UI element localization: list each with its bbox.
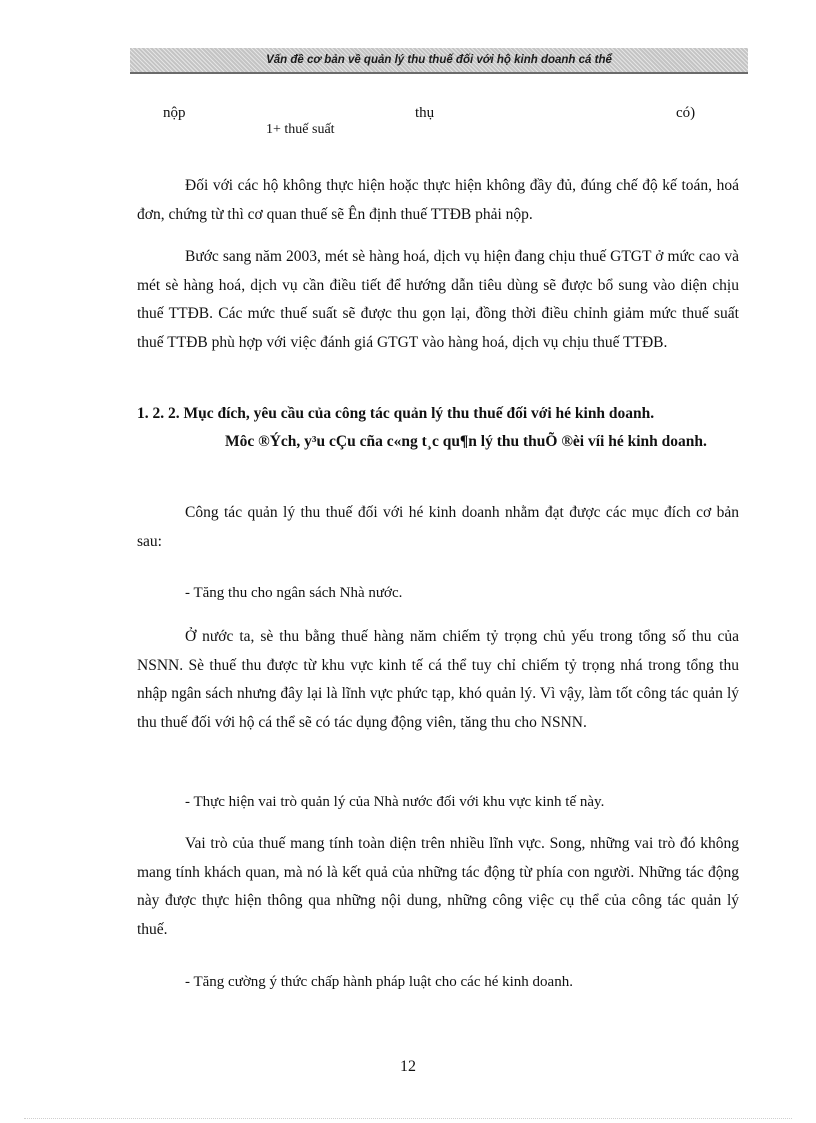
formula-fragment-middle: thụ xyxy=(415,105,435,121)
paragraph-objectives-intro: Công tác quản lý thu thuế đối với hé kinh doanh nhằm đạt được các mục đích cơ bản sau: xyxy=(137,504,739,550)
page-number: 12 xyxy=(400,1058,416,1075)
section-heading-duplicate: Môc ®Ých, y³u cÇu cña c«ng t¸c qu¶n lý thu thuÕ ®èi víi hé kinh doanh. xyxy=(225,433,707,450)
paragraph-revenue: Ở nước ta, sè thu bằng thuế hàng năm chiếm tỷ trọng chủ yếu trong tổng số thu của NSNN. Sè thuế thu được từ khu vực kinh tế cá thể tuy chỉ chiếm tỷ trọng nhá trong tổng thu nhập ngân sách nhưng đây lại là lĩnh vực phức tạp, khó quản lý. Vì vậy, làm tốt công tác quản lý thu thuế đối với hộ cá thể sẽ có tác dụng động viên, tăng thu cho NSNN. xyxy=(137,628,739,731)
formula-denominator: 1+ thuế suất xyxy=(266,122,335,137)
running-header xyxy=(130,48,748,74)
paragraph-year-2003: Bước sang năm 2003, mét sè hàng hoá, dịch vụ hiện đang chịu thuế GTGT ở mức cao và mét sè hàng hoá, dịch vụ cần điều tiết để hướng dẫn tiêu dùng sẽ được bổ sung vào diện chịu thuế TTĐB. Các mức thuế suất sẽ được thu gọn lại, đồng thời điều chỉnh giảm mức thuế suất thuế TTĐB phù hợp với việc đánh giá GTGT vào hàng hoá, dịch vụ chịu thuế TTĐB. xyxy=(137,248,739,351)
paragraph-tax-assessment: Đối với các hộ không thực hiện hoặc thực hiện không đầy đủ, đúng chế độ kế toán, hoá đơn, chứng từ thì cơ quan thuế sẽ Ên định thuế TTĐB phải nộp. xyxy=(137,177,739,223)
list-item-increase-revenue: - Tăng thu cho ngân sách Nhà nước. xyxy=(185,585,403,601)
list-item-law-awareness: - Tăng cường ý thức chấp hành pháp luật cho các hé kinh doanh. xyxy=(185,974,573,990)
section-heading: 1. 2. 2. Mục đích, yêu cầu của công tác quản lý thu thuế đối với hé kinh doanh. xyxy=(137,405,655,422)
header-title: Vấn đề cơ bản về quản lý thu thuế đối với hộ kinh doanh cá thể xyxy=(266,54,612,66)
paragraph-tax-role: Vai trò của thuế mang tính toàn diện trên nhiều lĩnh vực. Song, những vai trò đó không mang tính khách quan, mà nó là kết quả của những tác động từ phía con người. Những tác động này được thực hiện thông qua những nội dung, những công việc cụ thể của công tác quản lý thuế. xyxy=(137,835,739,938)
footer-divider xyxy=(24,1118,792,1119)
list-item-state-role: - Thực hiện vai trò quản lý của Nhà nước đối với khu vực kinh tế này. xyxy=(185,794,605,810)
formula-fragment-left: nộp xyxy=(163,105,186,121)
formula-fragment-right: có) xyxy=(676,105,696,121)
